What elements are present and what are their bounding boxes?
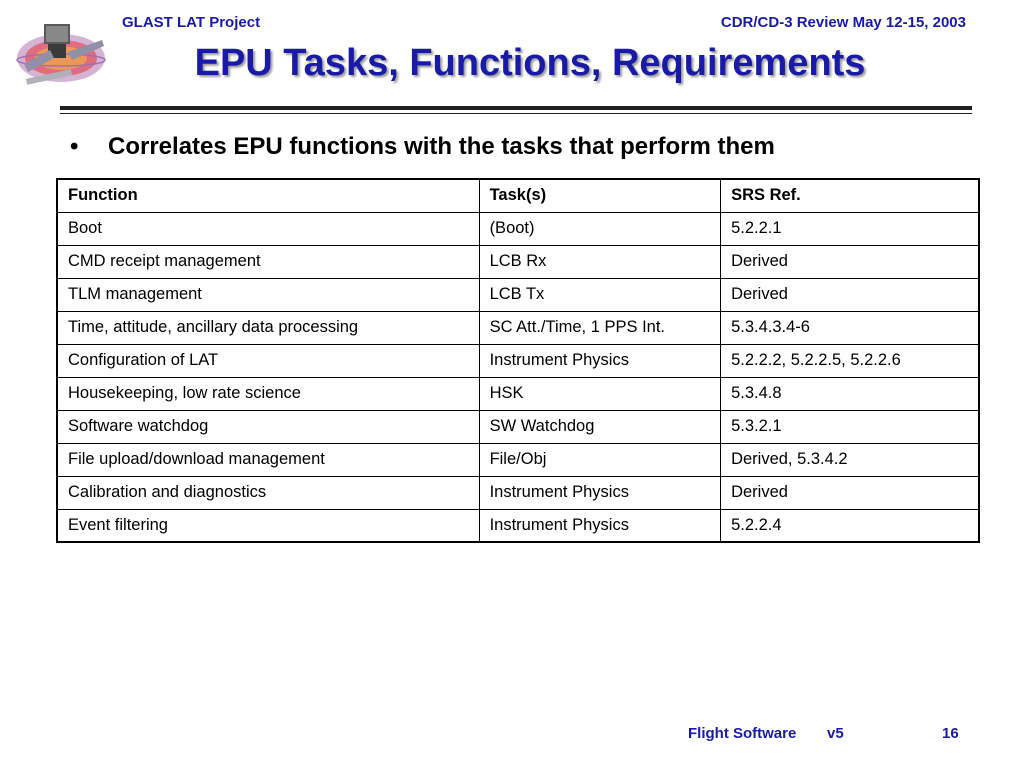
cell-function: Software watchdog	[57, 410, 479, 443]
footer-section: Flight Software	[688, 725, 797, 742]
bullet-item	[70, 133, 775, 161]
page-title: EPU Tasks, Functions, Requirements	[194, 42, 866, 84]
table-row	[57, 212, 979, 245]
cell-tasks: SW Watchdog	[479, 410, 721, 443]
table-row	[57, 377, 979, 410]
bullet-text: Correlates EPU functions with the tasks that perform them	[108, 133, 775, 160]
header-project: GLAST LAT Project	[122, 14, 261, 31]
cell-function: File upload/download management	[57, 443, 479, 476]
cell-srs-ref: 5.3.2.1	[721, 410, 979, 443]
column-header-tasks: Task(s)	[479, 179, 721, 212]
cell-tasks: LCB Tx	[479, 278, 721, 311]
cell-srs-ref: Derived	[721, 476, 979, 509]
cell-tasks: HSK	[479, 377, 721, 410]
cell-function: Boot	[57, 212, 479, 245]
title-divider-thin	[60, 113, 972, 114]
column-header-function: Function	[57, 179, 479, 212]
cell-tasks: SC Att./Time, 1 PPS Int.	[479, 311, 721, 344]
cell-function: Time, attitude, ancillary data processing	[57, 311, 479, 344]
cell-function: Configuration of LAT	[57, 344, 479, 377]
column-header-srs-ref: SRS Ref.	[721, 179, 979, 212]
cell-tasks: (Boot)	[479, 212, 721, 245]
page-number: 16	[942, 725, 959, 742]
cell-function: Event filtering	[57, 509, 479, 542]
cell-srs-ref: Derived, 5.3.4.2	[721, 443, 979, 476]
table-row	[57, 311, 979, 344]
cell-srs-ref: 5.2.2.4	[721, 509, 979, 542]
table-row	[57, 278, 979, 311]
cell-srs-ref: 5.2.2.1	[721, 212, 979, 245]
cell-tasks: Instrument Physics	[479, 344, 721, 377]
table-row	[57, 476, 979, 509]
cell-tasks: Instrument Physics	[479, 509, 721, 542]
task-table	[56, 178, 980, 543]
header-review: CDR/CD-3 Review May 12-15, 2003	[720, 14, 966, 31]
cell-srs-ref: Derived	[721, 278, 979, 311]
cell-srs-ref: 5.3.4.8	[721, 377, 979, 410]
cell-tasks: LCB Rx	[479, 245, 721, 278]
cell-srs-ref: Derived	[721, 245, 979, 278]
cell-function: Housekeeping, low rate science	[57, 377, 479, 410]
title-divider	[60, 106, 972, 110]
cell-srs-ref: 5.3.4.3.4-6	[721, 311, 979, 344]
cell-srs-ref: 5.2.2.2, 5.2.2.5, 5.2.2.6	[721, 344, 979, 377]
footer-version: v5	[827, 725, 844, 742]
cell-function: TLM management	[57, 278, 479, 311]
table-row	[57, 509, 979, 542]
table-header-row	[57, 179, 979, 212]
cell-function: Calibration and diagnostics	[57, 476, 479, 509]
cell-tasks: Instrument Physics	[479, 476, 721, 509]
table-row	[57, 245, 979, 278]
cell-function: CMD receipt management	[57, 245, 479, 278]
table-row	[57, 344, 979, 377]
cell-tasks: File/Obj	[479, 443, 721, 476]
table-row	[57, 410, 979, 443]
table-row	[57, 443, 979, 476]
bullet-dot-icon: •	[70, 133, 79, 160]
